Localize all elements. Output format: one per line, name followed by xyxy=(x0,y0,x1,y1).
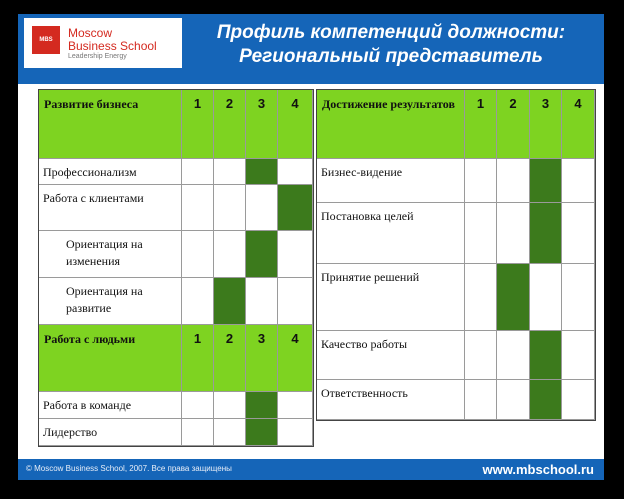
level-cell xyxy=(278,278,313,325)
level-cell xyxy=(562,331,595,380)
level-cell xyxy=(214,392,246,419)
slide-title-line2: Региональный представитель xyxy=(239,46,543,67)
level-header-2: 2 xyxy=(214,90,246,159)
level-cell xyxy=(497,331,530,380)
website-link[interactable]: www.mbschool.ru xyxy=(482,462,594,477)
level-cell xyxy=(246,278,278,325)
business-development-header: Развитие бизнеса xyxy=(39,90,182,159)
level-cell xyxy=(214,185,246,231)
level-header-4: 4 xyxy=(278,90,313,159)
level-cell xyxy=(465,203,497,264)
level-header-3: 3 xyxy=(246,90,278,159)
competency-label: Ориентация на развитие xyxy=(39,278,182,325)
logo-mark-icon: MBS xyxy=(32,26,60,54)
level-cell xyxy=(465,331,497,380)
level-cell xyxy=(562,264,595,331)
level-cell xyxy=(278,231,313,278)
competency-label: Работа в команде xyxy=(39,392,182,419)
level-cell xyxy=(465,159,497,203)
level-cell xyxy=(497,159,530,203)
level-cell xyxy=(214,419,246,446)
level-marker xyxy=(530,331,562,380)
competency-label: Работа с клиентами xyxy=(39,185,182,231)
level-header-2: 2 xyxy=(214,325,246,392)
level-cell xyxy=(182,419,214,446)
competency-label: Качество работы xyxy=(317,331,465,380)
level-header-1: 1 xyxy=(465,90,497,159)
level-header-2: 2 xyxy=(497,90,530,159)
level-cell xyxy=(562,203,595,264)
level-cell xyxy=(182,185,214,231)
slide-title-line1: Профиль компетенций должности: xyxy=(216,22,566,43)
copyright-text: © Moscow Business School, 2007. Все права защищены xyxy=(26,464,232,473)
level-marker xyxy=(530,203,562,264)
level-marker xyxy=(530,159,562,203)
level-cell xyxy=(465,264,497,331)
logo-line1: Moscow xyxy=(68,26,113,40)
level-marker xyxy=(246,392,278,419)
logo-line2: Business School xyxy=(68,39,157,53)
level-marker xyxy=(214,278,246,325)
level-cell xyxy=(182,392,214,419)
company-logo xyxy=(24,18,182,68)
competency-label: Ориентация на изменения xyxy=(39,231,182,278)
level-cell xyxy=(278,419,313,446)
right-competency-table xyxy=(316,89,596,421)
level-header-1: 1 xyxy=(182,325,214,392)
level-cell xyxy=(182,159,214,185)
slide xyxy=(18,14,604,480)
level-marker xyxy=(497,264,530,331)
level-cell xyxy=(182,278,214,325)
level-header-4: 4 xyxy=(278,325,313,392)
left-competency-table xyxy=(38,89,314,447)
competency-label: Профессионализм xyxy=(39,159,182,185)
competency-label: Принятие решений xyxy=(317,264,465,331)
level-marker xyxy=(246,231,278,278)
level-header-1: 1 xyxy=(182,90,214,159)
level-cell xyxy=(278,392,313,419)
level-cell xyxy=(214,159,246,185)
slide-header xyxy=(18,14,604,84)
people-work-header: Работа с людьми xyxy=(39,325,182,392)
level-marker xyxy=(530,380,562,420)
competency-label: Ответственность xyxy=(317,380,465,420)
level-cell xyxy=(497,203,530,264)
level-header-4: 4 xyxy=(562,90,595,159)
level-marker xyxy=(278,185,313,231)
level-marker xyxy=(246,159,278,185)
level-cell xyxy=(278,159,313,185)
level-header-3: 3 xyxy=(246,325,278,392)
competency-label: Постановка целей xyxy=(317,203,465,264)
level-cell xyxy=(562,159,595,203)
level-cell xyxy=(530,264,562,331)
level-header-3: 3 xyxy=(530,90,562,159)
level-cell xyxy=(182,231,214,278)
competency-label: Бизнес-видение xyxy=(317,159,465,203)
level-cell xyxy=(497,380,530,420)
level-cell xyxy=(562,380,595,420)
level-cell xyxy=(465,380,497,420)
slide-footer xyxy=(18,459,604,480)
results-achievement-header: Достижение результатов xyxy=(317,90,465,159)
competency-label: Лидерство xyxy=(39,419,182,446)
level-cell xyxy=(246,185,278,231)
logo-tagline: Leadership Energy xyxy=(68,53,127,60)
level-cell xyxy=(214,231,246,278)
level-marker xyxy=(246,419,278,446)
